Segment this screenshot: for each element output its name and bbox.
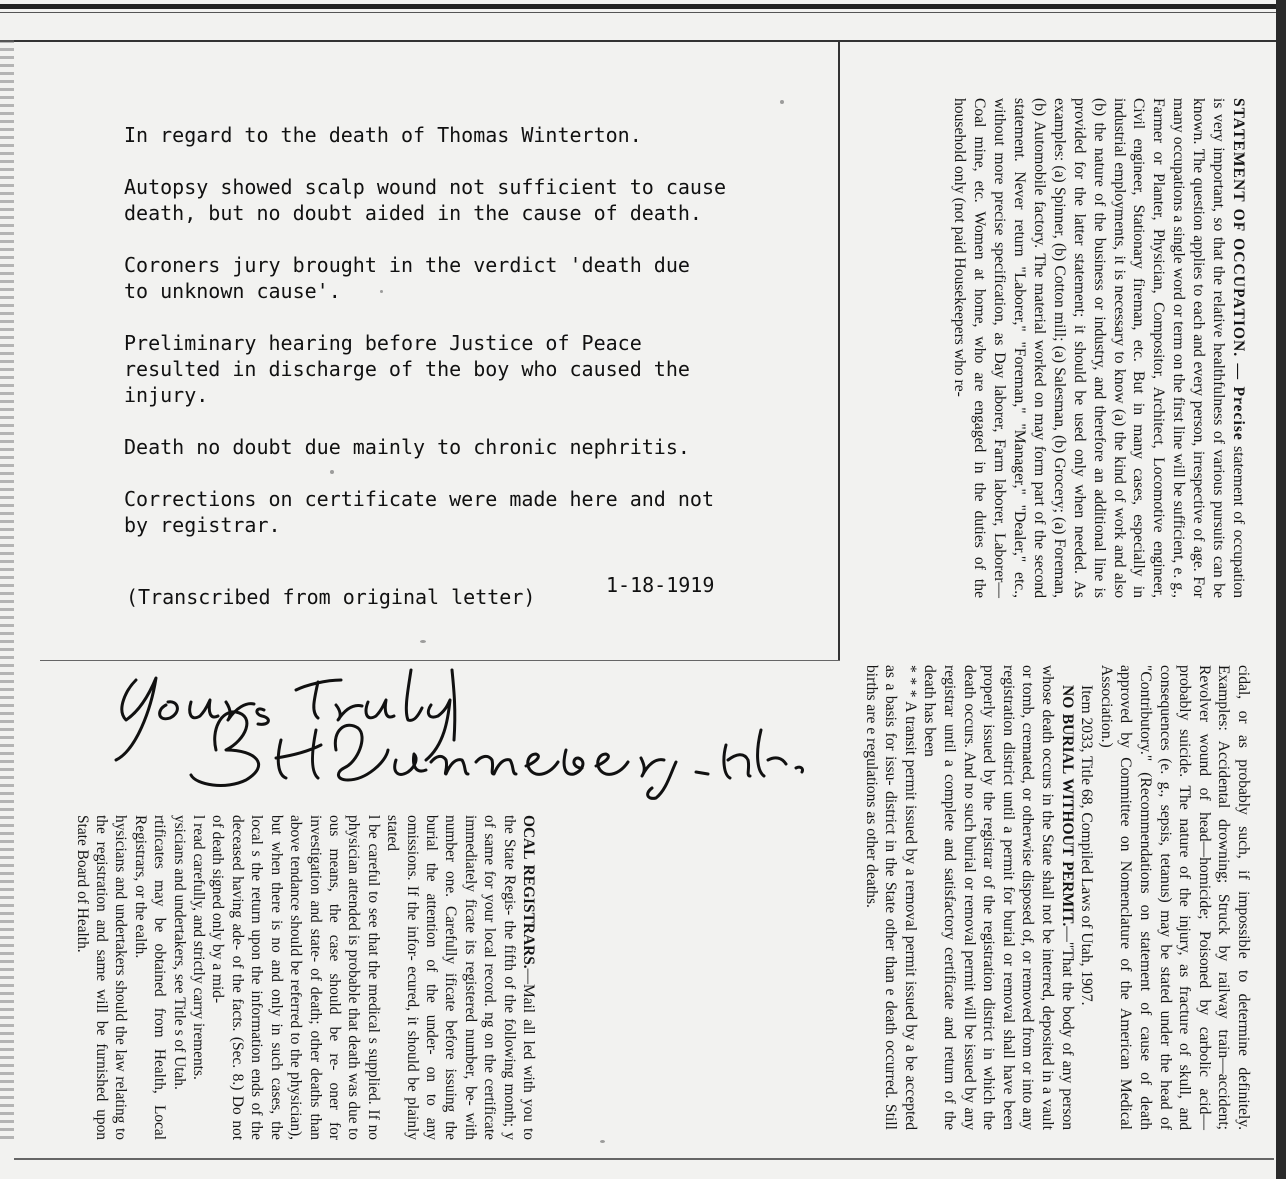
registrars-paragraph-6: hysicians and undertakers should the law relating to the registration and same will be furnished upon State Board of Health.: [73, 815, 130, 1140]
transcribed-note: (Transcribed from original letter): [126, 585, 536, 609]
handwritten-signature: [96, 650, 816, 800]
letter-paragraph-2: Autopsy showed scalp wound not sufficient to cause death, but no doubt aided in the cause of death.: [124, 175, 727, 225]
scan-speck: [420, 640, 426, 643]
typed-letter: [124, 122, 814, 564]
occupation-heading: STATEMENT OF OCCUPATION. — Precise: [1230, 98, 1247, 441]
letter-paragraph-6: Corrections on certificate were made here and not by registrar.: [124, 487, 715, 537]
registrars-paragraph-4: ysicians and undertakers, see Title s of Utah.: [170, 815, 188, 1090]
burial-column: [838, 665, 1253, 1130]
scan-speck: [330, 470, 334, 474]
burial-transit: * * * A transit permit issued by a removal permit issued by a be accepted as a basis for issu- district in the State other than e death occurred. Still births are e regulations as other deaths.: [862, 665, 919, 1130]
registrars-paragraph-2: l be careful to see that the medical s supplied. If no physician attended is probable that death was due to ous means, the case should be re- oner for investigation and state- of death; other deaths than above tendance should be referred to the physician), but when there is no and only in such cases, the local s the return upon the information ends of the deceased having ade- of the facts. (Sec. 8.) Do not of death signed only by a mid-: [209, 815, 382, 1140]
header-rule: [0, 40, 1286, 42]
registrars-heading: OCAL REGISTRARS.: [520, 815, 537, 969]
right-scan-edge: [1276, 0, 1286, 1179]
occupation-column: [848, 98, 1248, 598]
occupation-text: [949, 98, 1248, 598]
left-scan-edge: [0, 40, 14, 1140]
top-border-thin: [0, 12, 1286, 13]
bottom-border: [14, 1158, 1274, 1160]
letter-paragraph-3: Coroners jury brought in the verdict 'death due to unknown cause'.: [124, 253, 690, 303]
registrars-paragraph: [383, 815, 538, 1140]
letter-paragraph-1: In regard to the death of Thomas Winterton.: [124, 123, 642, 147]
registrars-paragraph-3: l read carefully, and strictly carry irements.: [190, 815, 208, 1080]
scan-speck: [380, 290, 383, 293]
letter-paragraph-4: Preliminary hearing before Justice of Peace resulted in discharge of the boy who caused the injury.: [124, 331, 690, 407]
scan-speck: [780, 100, 784, 104]
burial-body: —"That the body of any person whose death occurs in the State shall not be interred, deposited in a vault or tomb, cremated, or otherwise disposed of, or removed from or into any registration district until a permit for burial or removal shall have been properly issued by the registrar of the registration district in which the death occurs. And no such burial or removal permit will be issued by any registrar until a complete and satisfactory certificate and return of the death has been: [921, 665, 1076, 1131]
column-divider: [838, 40, 840, 660]
top-border: [0, 4, 1286, 9]
registrars-paragraph-5: rtificates may be obtained from Health, Local Registrars, or the ealth.: [131, 815, 169, 1140]
scan-speck: [600, 1140, 605, 1143]
burial-heading: NO BURIAL WITHOUT PERMIT.: [1058, 685, 1076, 927]
burial-intro: cidal, or as probably such, if impossible to determine definitely. Examples: Accidental drowning; Struck by railway train—accident; Revolver wound of head—homicide; Poisoned by carbolic acid—probably suicide. The nature of the injury, as fracture of skull, and consequences (e. g., sepsis, tetanus) may be stated under the head of "Contributory." (Recommendations on statement of cause of death approved by Committee on Nomenclature of the American Medical Association.): [1097, 665, 1252, 1130]
letter-paragraph-5: Death no doubt due mainly to chronic nephritis.: [124, 435, 690, 459]
registrars-body: —Mail all led with you to the State Regis- the fifth of the following month; y of same for your local record. ng on the certificate immediately ficate its registered number, be- with number one. Carefully ificate before issuing the burial the attention of the under- on to any omissions. If the infor- ecured, it should be plainly stated: [384, 815, 537, 1140]
burial-item-ref: Item 2033, Title 68, Compiled Laws of Utah, 1907.: [1078, 685, 1096, 1006]
burial-paragraph: [920, 665, 1077, 1130]
registrars-column: [43, 815, 538, 1140]
letter-date: 1-18-1919: [606, 573, 715, 597]
occupation-body: statement of occupation is very important, so that the relative healthfulness of various pursuits can be known. The question applies to each and every person, irrespective of age. For many occupations a single word or term on the first line will be sufficient, e. g., Farmer or Planter, Physician, Compositor, Architect, Locomotive engineer, Civil engineer, Stationary fireman, etc. But in many cases, especially in industrial employments, it is necessary to know (a) the kind of work and also (b) the nature of the business or industry, and therefore an additional line is provided for the latter statement; it should be used only when needed. As examples: (a) Spinner, (b) Cotton mill; (a) Salesman, (b) Grocery; (a) Foreman, (b) Automobile factory. The material worked on may form part of the second statement. Never return "Laborer," "Foreman," "Manager," "Dealer," etc., without more precise specification, as Day laborer, Farm laborer, Laborer—Coal mine, etc. Women at home, who are engaged in the duties of the household only (not paid Housekeepers who re-: [951, 98, 1247, 598]
